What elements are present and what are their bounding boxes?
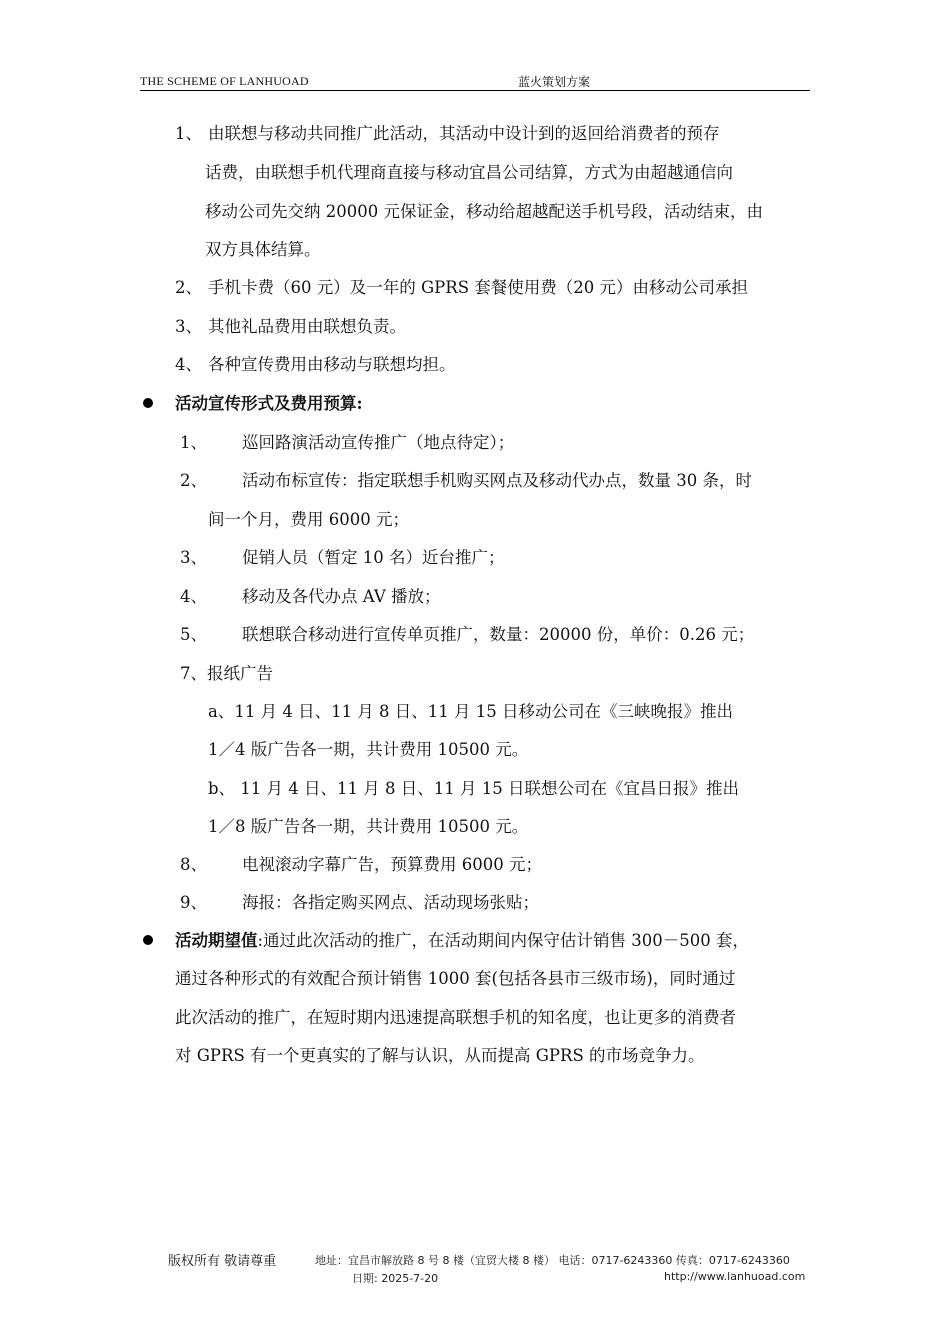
- promo-item-2-line-1: 活动布标宣传：指定联想手机购买网点及移动代办点，数量 30 条，时: [242, 471, 752, 490]
- newspaper-ad-b-line-1: b、 11 月 4 日、11 月 8 日、11 月 15 日联想公司在《宜昌日报》推出: [208, 779, 739, 798]
- page-header: [140, 72, 810, 91]
- bullet-icon: [143, 398, 153, 408]
- footer-date: 日期: 2025-7-20: [352, 1272, 439, 1285]
- cost-item-2-number: 2、: [175, 278, 202, 297]
- newspaper-ad-b-line-2: 1／8 版广告各一期，共计费用 10500 元。: [208, 817, 529, 836]
- promo-item-3-number: 3、: [180, 548, 207, 567]
- header-scheme-title: THE SCHEME OF LANHUOAD: [140, 74, 309, 88]
- newspaper-ad-label: 7、报纸广告: [180, 664, 273, 683]
- cost-item-1-number: 1、: [175, 124, 202, 143]
- header-chinese-title: 蓝火策划方案: [518, 75, 591, 89]
- footer-copyright: 版权所有 敬请尊重: [168, 1254, 277, 1269]
- promo-item-3-line-1: 促销人员（暂定 10 名）近台推广；: [242, 548, 505, 567]
- expect-heading: 活动期望值: [175, 931, 258, 950]
- promo-item-8-number: 8、: [180, 855, 207, 874]
- promo-item-1-line-1: 巡回路演活动宣传推广（地点待定）；: [242, 433, 515, 452]
- footer-url-link[interactable]: http://www.lanhuoad.com: [664, 1270, 806, 1283]
- cost-item-3-number: 3、: [175, 317, 202, 336]
- cost-item-1-line-1: 由联想与移动共同推广此活动，其活动中设计到的返回给消费者的预存: [208, 124, 720, 143]
- cost-item-1-line-4: 双方具体结算。: [205, 240, 321, 259]
- cost-item-3-line-1: 其他礼品费用由联想负责。: [208, 317, 406, 336]
- expect-line-1: [175, 931, 749, 951]
- promo-item-9-number: 9、: [180, 893, 207, 912]
- cost-item-4-number: 4、: [175, 355, 202, 374]
- promo-item-2-number: 2、: [180, 471, 207, 490]
- promo-item-1-number: 1、: [180, 433, 207, 452]
- promo-heading-text: 活动宣传形式及费用预算: [175, 394, 357, 413]
- expect-line-3: 此次活动的推广，在短时期内迅速提高联想手机的知名度，也让更多的消费者: [175, 1008, 736, 1027]
- expect-line-1-rest: :通过此次活动的推广，在活动期间内保守估计销售 300－500 套，: [257, 931, 750, 950]
- bullet-icon: [143, 935, 153, 945]
- cost-item-1-line-3: 移动公司先交纳 20000 元保证金，移动给超越配送手机号段，活动结束，由: [205, 202, 763, 221]
- promo-item-2-line-2: 间一个月，费用 6000 元；: [208, 510, 409, 529]
- cost-item-1-line-2: 话费，由联想手机代理商直接与移动宜昌公司结算，方式为由超越通信向: [205, 163, 733, 182]
- promo-section-heading: [175, 394, 363, 414]
- promo-item-8-line-1: 电视滚动字幕广告，预算费用 6000 元；: [242, 855, 542, 874]
- promo-item-9-line-1: 海报：各指定购买网点、活动现场张贴；: [242, 893, 539, 912]
- newspaper-ad-a-line-2: 1／4 版广告各一期，共计费用 10500 元。: [208, 740, 529, 759]
- promo-item-5-number: 5、: [180, 625, 207, 644]
- promo-item-5-line-1: 联想联合移动进行宣传单页推广，数量：20000 份，单价：0.26 元；: [242, 625, 755, 644]
- newspaper-ad-a-line-1: a、11 月 4 日、11 月 8 日、11 月 15 日移动公司在《三峡晚报》推出: [208, 702, 734, 721]
- cost-item-4-line-1: 各种宣传费用由移动与联想均担。: [208, 355, 456, 374]
- promo-heading-colon: :: [356, 394, 363, 413]
- expect-line-2: 通过各种形式的有效配合预计销售 1000 套(包括各县市三级市场)，同时通过: [175, 969, 736, 988]
- footer-address: 地址：宜昌市解放路 8 号 8 楼（宜贸大楼 8 楼） 电话：0717-6243360 传真：0717-6243360: [315, 1254, 790, 1267]
- promo-item-4-line-1: 移动及各代办点 AV 播放；: [242, 587, 441, 606]
- cost-item-2-line-1: 手机卡费（60 元）及一年的 GPRS 套餐使用费（20 元）由移动公司承担: [208, 278, 748, 297]
- promo-item-4-number: 4、: [180, 587, 207, 606]
- expect-line-4: 对 GPRS 有一个更真实的了解与认识，从而提高 GPRS 的市场竞争力。: [175, 1046, 705, 1065]
